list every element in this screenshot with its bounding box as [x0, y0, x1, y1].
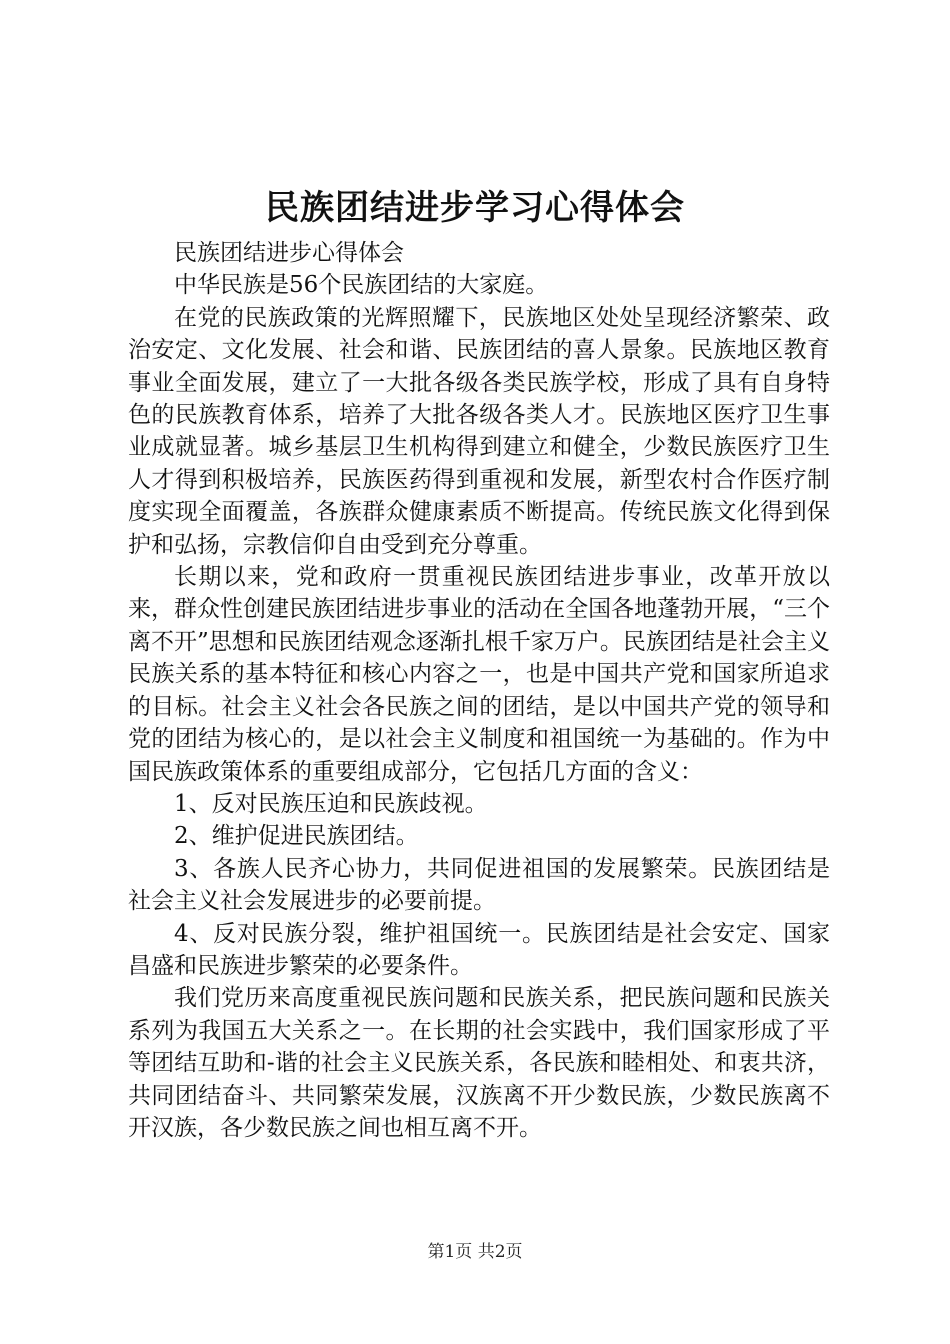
paragraph-history: 长期以来，党和政府一贯重视民族团结进步事业，改革开放以来，群众性创建民族团结进步事业的活动在全国各地蓬勃开展，“三个离不开”思想和民族团结观念逐渐扎根千家万户。民族团结是社会主义民族关系的基本特征和核心内容之一，也是中国共产党和国家所追求的目标。社会主义社会各民族之间的团结，是以中国共产党的领导和党的团结为核心的，是以社会主义制度和祖国统一为基础的。作为中国民族政策体系的重要组成部分，它包括几方面的含义： [128, 564, 830, 785]
list-item-1: 1、反对民族压迫和民族歧视。 [174, 790, 488, 817]
document-title: 民族团结进步学习心得体会 [265, 188, 685, 228]
list-item-3: 3、各族人民齐心协力，共同促进祖国的发展繁荣。民族团结是社会主义社会发展进步的必要前提。 [128, 855, 830, 915]
page-number-footer: 第1页 共2页 [427, 1242, 523, 1262]
list-item-2: 2、维护促进民族团结。 [174, 823, 419, 850]
paragraph-relations: 我们党历来高度重视民族问题和民族关系，把民族问题和民族关系列为我国五大关系之一。在长期的社会实践中，我们国家形成了平等团结互助和-谐的社会主义民族关系，各民族和睦相处、和衷共济，共同团结奋斗、共同繁荣发展，汉族离不开少数民族，少数民族离不开汉族，各少数民族之间也相互离不开。 [128, 985, 830, 1141]
paragraph-policy: 在党的民族政策的光辉照耀下，民族地区处处呈现经济繁荣、政治安定、文化发展、社会和谐、民族团结的喜人景象。民族地区教育事业全面发展，建立了一大批各级各类民族学校，形成了具有自身特色的民族教育体系，培养了大批各级各类人才。民族地区医疗卫生事业成就显著。城乡基层卫生机构得到建立和健全，少数民族医疗卫生人才得到积极培养，民族医药得到重视和发展，新型农村合作医疗制度实现全面覆盖，各族群众健康素质不断提高。传统民族文化得到保护和弘扬，宗教信仰自由受到充分尊重。 [128, 304, 830, 558]
document-body [128, 237, 830, 1144]
list-item-4: 4、反对民族分裂，维护祖国统一。民族团结是社会安定、国家昌盛和民族进步繁荣的必要条件。 [128, 920, 830, 979]
paragraph-intro: 中华民族是56个民族团结的大家庭。 [174, 272, 549, 299]
paragraph-subtitle: 民族团结进步心得体会 [174, 240, 404, 266]
